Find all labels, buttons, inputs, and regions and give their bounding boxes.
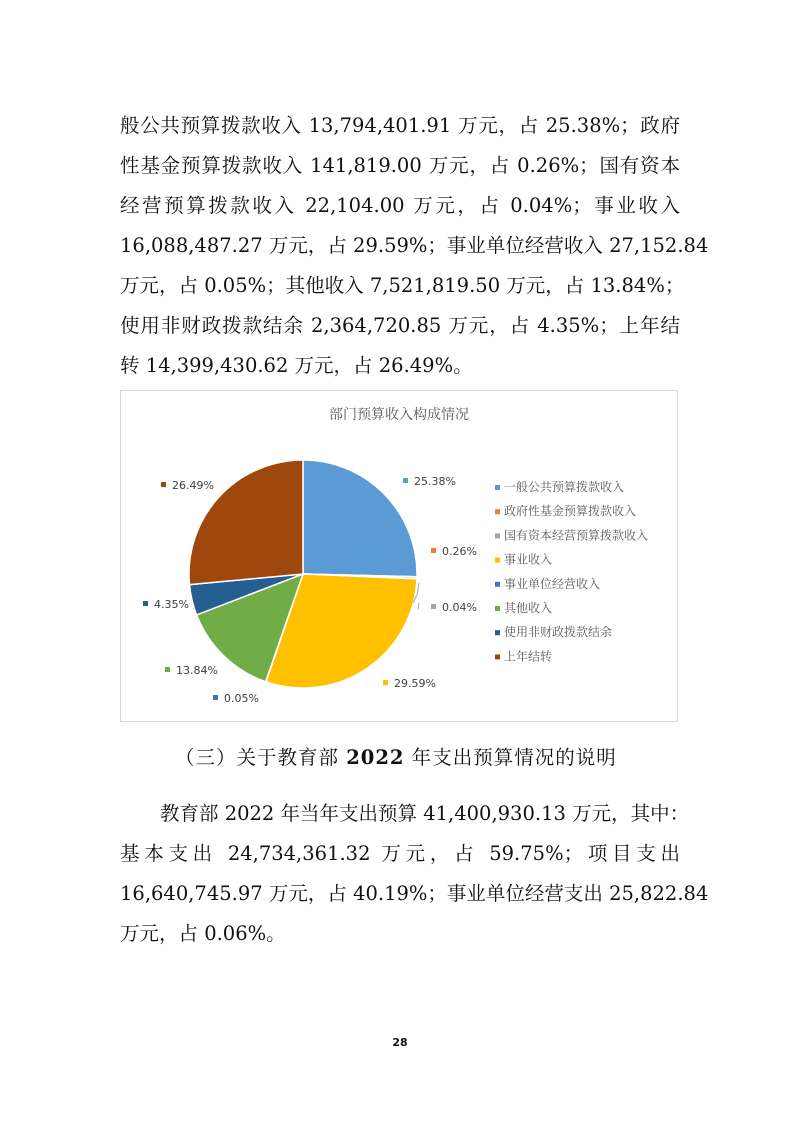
- pie-slice: [303, 460, 417, 577]
- income-pie-chart: [120, 390, 678, 722]
- legend-label: 一般公共预算拨款收入: [504, 480, 625, 494]
- data-label: 13.84%: [176, 664, 218, 677]
- section-heading-year: 2022: [346, 746, 405, 769]
- data-label-marker: [431, 604, 436, 609]
- data-label: 26.49%: [172, 479, 214, 492]
- text-line: 转 14,399,430.62 万元，占 26.49%。: [120, 354, 473, 377]
- data-label: 0.05%: [224, 692, 259, 705]
- data-label: 4.35%: [154, 598, 189, 611]
- legend-label: 政府性基金预算拨款收入: [504, 504, 637, 519]
- legend-label: 使用非财政拨款结余: [504, 625, 613, 640]
- legend-marker: [495, 558, 500, 563]
- pie-chart-svg: [121, 391, 677, 721]
- data-label: 25.38%: [414, 475, 456, 488]
- income-paragraph: [120, 106, 709, 386]
- page-number: 28: [392, 1036, 408, 1049]
- legend-marker: [495, 606, 500, 611]
- text-line: 使用非财政拨款结余 2,364,720.85 万元，占 4.35%；上年结: [120, 314, 680, 337]
- leader-line: [418, 603, 419, 609]
- data-label-marker: [165, 667, 170, 672]
- data-label: 0.04%: [442, 601, 477, 614]
- data-label: 29.59%: [394, 677, 436, 690]
- legend-marker: [495, 582, 500, 587]
- data-label-marker: [161, 482, 166, 487]
- section-heading-prefix: （三）关于教育部: [175, 746, 340, 769]
- data-label-marker: [403, 478, 408, 483]
- data-label-marker: [213, 695, 218, 700]
- data-label-marker: [383, 680, 388, 685]
- legend-label: 事业收入: [504, 552, 553, 567]
- legend-marker: [495, 485, 500, 490]
- legend-label: 上年结转: [504, 649, 553, 664]
- text-line: 经营预算拨款收入 22,104.00 万元，占 0.04%；事业收入: [120, 194, 680, 217]
- text-line: 万元，占 0.05%；其他收入 7,521,819.50 万元，占 13.84%；: [120, 274, 685, 297]
- text-line: 万元，占 0.06%。: [120, 922, 286, 945]
- text-line: 16,088,487.27 万元，占 29.59%；事业单位经营收入 27,152.84: [120, 234, 709, 257]
- text-line: 基本支出 24,734,361.32 万元，占 59.75%；项目支出: [120, 842, 680, 865]
- data-label-marker: [143, 601, 148, 606]
- legend-marker: [495, 654, 500, 659]
- text-line: 性基金预算拨款收入 141,819.00 万元，占 0.26%；国有资本: [120, 154, 680, 177]
- data-label-marker: [431, 548, 436, 553]
- section-heading-suffix: 年支出预算情况的说明: [411, 746, 617, 769]
- legend-label: 其他收入: [504, 601, 553, 615]
- text-line: 般公共预算拨款收入 13,794,401.91 万元，占 25.38%；政府: [120, 114, 680, 137]
- chart-title: 部门预算收入构成情况: [329, 407, 469, 423]
- legend-marker: [495, 509, 500, 514]
- legend-label: 国有资本经营预算拨款收入: [504, 528, 649, 543]
- text-line: 教育部 2022 年当年支出预算 41,400,930.13 万元，其中：: [160, 802, 690, 825]
- data-label: 0.26%: [442, 545, 477, 558]
- legend-marker: [495, 630, 500, 635]
- legend-marker: [495, 533, 500, 538]
- legend-label: 事业单位经营收入: [504, 576, 601, 591]
- text-line: 16,640,745.97 万元，占 40.19%；事业单位经营支出 25,822.84: [120, 882, 709, 905]
- expenditure-paragraph: [120, 794, 709, 954]
- section-heading: [175, 742, 617, 770]
